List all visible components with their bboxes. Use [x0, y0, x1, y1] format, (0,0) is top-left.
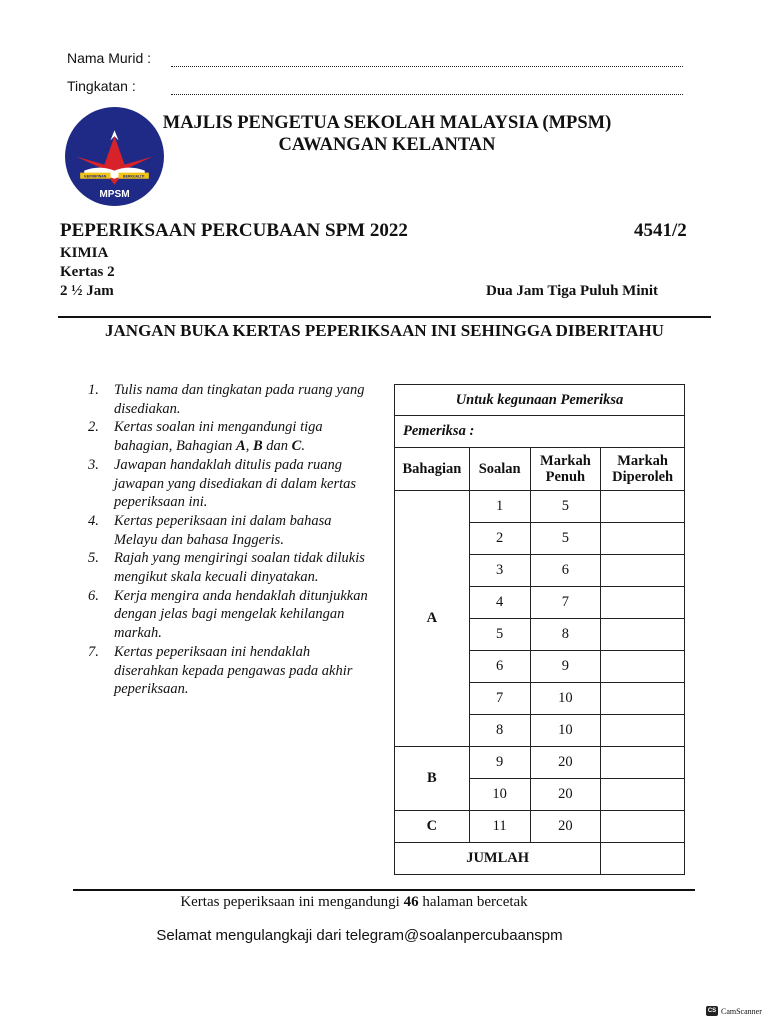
- instruction-item: [88, 381, 378, 418]
- col-header-question: Soalan: [469, 448, 530, 491]
- col-header-section: Bahagian: [395, 448, 470, 491]
- question-cell: 5: [469, 619, 530, 651]
- name-label: Nama Murid :: [67, 50, 152, 66]
- instructions-list: [88, 381, 378, 699]
- warning-banner: JANGAN BUKA KERTAS PEPERIKSAAN INI SEHINGGA DIBERITAHU: [105, 321, 664, 340]
- camscanner-label: CamScanner: [721, 1006, 762, 1016]
- obtained-mark-cell[interactable]: [601, 555, 685, 587]
- obtained-mark-cell[interactable]: [601, 811, 685, 843]
- instruction-text: Kertas peperiksaan ini hendaklah diserahkan kepada pengawas pada akhir peperiksaan.: [114, 643, 353, 698]
- camscanner-icon: CS: [707, 1008, 717, 1014]
- obtained-mark-cell[interactable]: [601, 619, 685, 651]
- table-row: [395, 747, 685, 779]
- instruction-number: 5.: [88, 550, 99, 567]
- obtained-mark-cell[interactable]: [601, 683, 685, 715]
- exam-paper: Kertas 2: [60, 264, 115, 280]
- exam-title: PEPERIKSAAN PERCUBAAN SPM 2022: [60, 220, 408, 241]
- question-cell: 9: [469, 747, 530, 779]
- full-mark-cell: 5: [530, 523, 601, 555]
- section-cell: B: [395, 747, 470, 811]
- total-value-cell[interactable]: [601, 843, 685, 875]
- telegram-note: Selamat mengulangkaji dari telegram@soalanpercubaanspm: [156, 927, 563, 944]
- obtained-mark-cell[interactable]: [601, 587, 685, 619]
- instruction-text: Rajah yang mengiringi soalan tidak dilukis mengikut skala kecuali dinyatakan.: [114, 550, 365, 586]
- form-label: Tingkatan :: [67, 78, 136, 94]
- full-mark-cell: 20: [530, 811, 601, 843]
- instruction-text: Kerja mengira anda hendaklah ditunjukkan dengan jelas bagi mengelak kehilangan markah.: [114, 587, 368, 642]
- table-row: [395, 491, 685, 523]
- camscanner-watermark: [706, 1006, 762, 1016]
- full-mark-cell: 10: [530, 715, 601, 747]
- full-mark-cell: 7: [530, 587, 601, 619]
- instruction-item: [88, 643, 378, 699]
- question-cell: 1: [469, 491, 530, 523]
- question-cell: 4: [469, 587, 530, 619]
- instruction-text: Kertas peperiksaan ini dalam bahasa Melayu dan bahasa Inggeris.: [114, 512, 332, 548]
- obtained-mark-cell[interactable]: [601, 523, 685, 555]
- logo-ribbon-left: KEPIMPINAN: [84, 174, 107, 179]
- question-cell: 10: [469, 779, 530, 811]
- logo-text: MPSM: [99, 188, 130, 200]
- instruction-number: 7.: [88, 643, 99, 660]
- section-cell: C: [395, 811, 470, 843]
- logo-ribbon-right: BERKUALITI: [123, 174, 145, 179]
- obtained-mark-cell[interactable]: [601, 779, 685, 811]
- instruction-number: 2.: [88, 419, 99, 436]
- instruction-text: Jawapan handaklah ditulis pada ruang jawapan yang disediakan di dalam kertas peperiksaan ini.: [114, 456, 357, 511]
- instruction-text: Kertas soalan ini mengandungi tiga bahagian, Bahagian A, B dan C.: [114, 419, 323, 455]
- full-mark-cell: 5: [530, 491, 601, 523]
- total-row: [395, 843, 685, 875]
- obtained-mark-cell[interactable]: [601, 747, 685, 779]
- full-mark-cell: 20: [530, 747, 601, 779]
- exam-duration: 2 ½ Jam: [60, 283, 114, 299]
- divider-top: [58, 316, 711, 318]
- question-cell: 11: [469, 811, 530, 843]
- instruction-number: 4.: [88, 512, 99, 529]
- instruction-text: Tulis nama dan tingkatan pada ruang yang disediakan.: [114, 382, 365, 417]
- organization-line-1: MAJLIS PENGETUA SEKOLAH MALAYSIA (MPSM): [162, 113, 612, 133]
- instruction-item: [88, 418, 378, 455]
- obtained-mark-cell[interactable]: [601, 491, 685, 523]
- table-row: [395, 811, 685, 843]
- instruction-item: [88, 587, 378, 643]
- exam-duration-words: Dua Jam Tiga Puluh Minit: [486, 283, 658, 299]
- full-mark-cell: 9: [530, 651, 601, 683]
- name-field-line: [171, 50, 683, 67]
- full-mark-cell: 8: [530, 619, 601, 651]
- total-label: JUMLAH: [395, 843, 601, 875]
- table-title: Untuk kegunaan Pemeriksa: [395, 385, 685, 416]
- instruction-number: 3.: [88, 456, 99, 473]
- mpsm-logo-icon: [64, 106, 165, 207]
- organization-line-2: CAWANGAN KELANTAN: [278, 135, 496, 155]
- exam-subject: KIMIA: [60, 245, 109, 261]
- instruction-number: 1.: [88, 382, 99, 398]
- full-mark-cell: 20: [530, 779, 601, 811]
- divider-bottom: [73, 889, 695, 891]
- obtained-mark-cell[interactable]: [601, 651, 685, 683]
- instruction-number: 6.: [88, 587, 99, 604]
- instruction-item: [88, 456, 378, 512]
- exam-code: 4541/2: [634, 220, 687, 241]
- instruction-item: [88, 512, 378, 549]
- question-cell: 8: [469, 715, 530, 747]
- form-field-line: [171, 78, 683, 95]
- full-mark-cell: 10: [530, 683, 601, 715]
- col-header-full-marks: Markah Penuh: [530, 448, 601, 491]
- obtained-mark-cell[interactable]: [601, 715, 685, 747]
- full-mark-cell: 6: [530, 555, 601, 587]
- question-cell: 6: [469, 651, 530, 683]
- question-cell: 2: [469, 523, 530, 555]
- question-cell: 3: [469, 555, 530, 587]
- page-count-note: Kertas peperiksaan ini mengandungi 46 halaman bercetak: [180, 894, 528, 910]
- examiner-score-table: [394, 384, 685, 875]
- question-cell: 7: [469, 683, 530, 715]
- section-cell: A: [395, 491, 470, 747]
- col-header-obtained-marks: Markah Diperoleh: [601, 448, 685, 491]
- instruction-item: [88, 549, 378, 586]
- examiner-label: Pemeriksa :: [395, 416, 685, 448]
